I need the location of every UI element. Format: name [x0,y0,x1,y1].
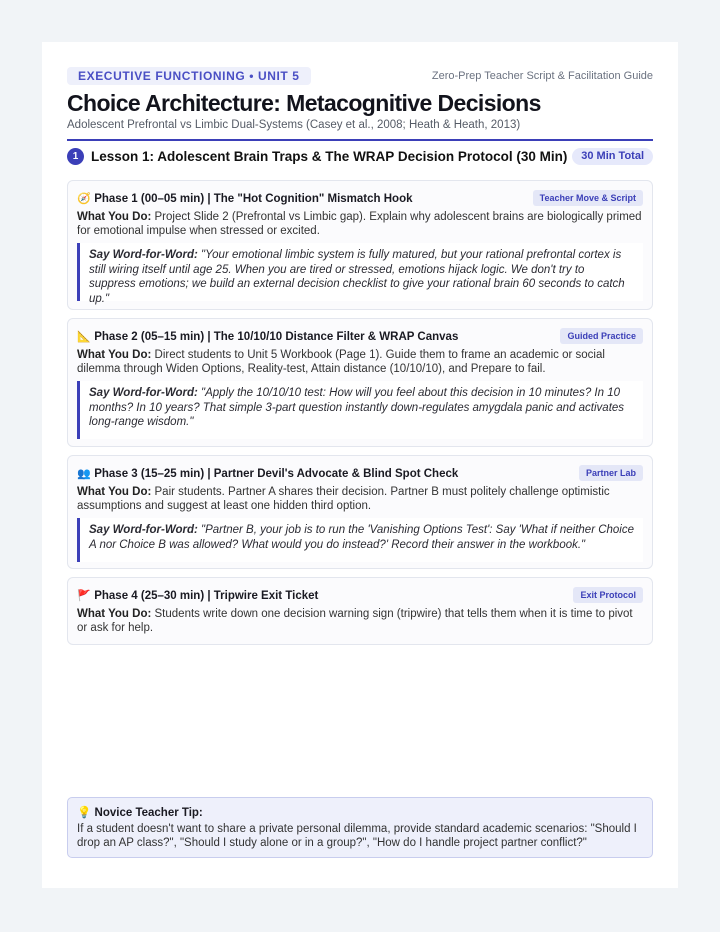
phase-instructions [77,607,643,635]
unit-badge: EXECUTIVE FUNCTIONING • UNIT 5 [67,67,311,85]
script-quote [77,518,643,562]
lesson-title: Lesson 1: Adolescent Brain Traps & The WRAP Decision Protocol (30 Min) [91,149,568,164]
phase-card [67,577,653,645]
lesson-number-badge: 1 [67,148,84,165]
phase-heading [77,191,413,207]
phase-heading [77,329,458,345]
flag-icon: 🚩 [77,590,91,602]
phase-instructions [77,485,643,513]
phase-card [67,455,653,569]
do-label: What You Do: [77,211,152,223]
say-text: "Your emotional limbic system is fully matured, but your rational prefrontal cortex is still wiring itself until age 25. When you are tired or stressed, emotions hijack logic. We don't try to suppress emotions; we build an external decision checklist to give your rational brain 60 seconds to catch up." [89,249,625,305]
do-text: Students write down one decision warning sign (tripwire) that tells them when it is time to pivot or ask for help. [77,608,633,634]
say-text: "Partner B, your job is to run the 'Vanishing Options Test': Say 'What if neither Choice A nor Choice B was allowed? What would you do instead?' Record their answer in the workbook." [89,524,635,551]
do-label: What You Do: [77,608,152,620]
do-text: Direct students to Unit 5 Workbook (Page 1). Guide them to frame an academic or social dilemma through Widen Options, Reality-test, Attain distance (10/10/10), and Prepare to fail. [77,349,605,375]
say-text: "Apply the 10/10/10 test: How will you feel about this decision in 10 minutes? In 10 months? In 10 years? That simple 3-part question instantly down-regulates amygdala panic and activates long-range wisdom." [89,387,625,428]
phase-card [67,180,653,310]
lightbulb-icon: 💡 [77,807,92,819]
tip-title-text: Novice Teacher Tip: [94,807,203,819]
do-label: What You Do: [77,486,152,498]
phase-heading [77,466,458,482]
phase-title: Phase 1 (00–05 min) | The "Hot Cognition" Mismatch Hook [94,193,413,205]
phase-tag: Teacher Move & Script [533,190,643,206]
say-label: Say Word-for-Word: [89,524,198,536]
phase-title: Phase 4 (25–30 min) | Tripwire Exit Ticket [94,590,319,602]
tip-text: If a student doesn't want to share a private personal dilemma, provide standard academic scenarios: "Should I drop an AP class?", "Should I study alone or in a group?", "How do I handle project partner conflict?" [77,823,637,849]
teacher-tip-box [67,797,653,858]
lesson-plan-page [42,42,678,888]
lesson-header [67,147,653,167]
phase-tag: Exit Protocol [573,587,643,603]
tip-title [77,806,643,821]
header-divider [67,139,653,141]
triangle-ruler-icon: 📐 [77,331,91,343]
phase-instructions [77,348,643,376]
guide-label: Zero-Prep Teacher Script & Facilitation Guide [431,70,653,82]
phase-heading [77,588,318,604]
say-label: Say Word-for-Word: [89,249,198,261]
say-label: Say Word-for-Word: [89,387,198,399]
phase-instructions [77,210,643,238]
do-label: What You Do: [77,349,152,361]
page-title: Choice Architecture: Metacognitive Decisions [67,90,541,116]
script-quote [77,243,643,305]
phase-tag: Partner Lab [579,465,643,481]
script-quote [77,381,643,439]
do-text: Project Slide 2 (Prefrontal vs Limbic gap). Explain why adolescent brains are biologically primed for emotional impulse when stressed or excited. [77,211,642,237]
compass-icon: 🧭 [77,193,91,205]
do-text: Pair students. Partner A shares their decision. Partner B must politely challenge optimistic assumptions and suggest at least one hidden third option. [77,486,610,512]
phase-card [67,318,653,447]
phase-title: Phase 3 (15–25 min) | Partner Devil's Advocate & Blind Spot Check [94,468,459,480]
lesson-duration-badge: 30 Min Total [572,148,653,165]
phase-title: Phase 2 (05–15 min) | The 10/10/10 Distance Filter & WRAP Canvas [94,331,459,343]
people-icon: 👥 [77,468,91,480]
phase-tag: Guided Practice [560,328,643,344]
page-subtitle: Adolescent Prefrontal vs Limbic Dual-Systems (Casey et al., 2008; Heath & Heath, 2013) [67,119,521,131]
